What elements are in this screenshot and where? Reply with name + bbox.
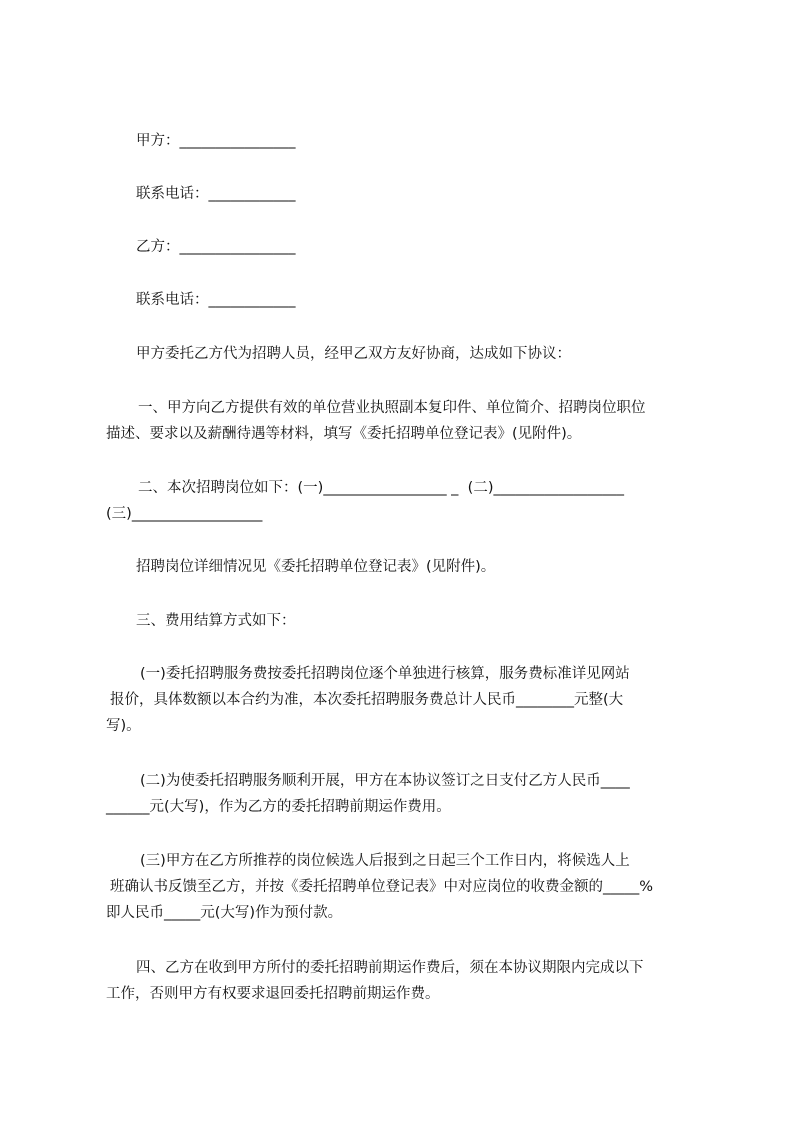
clause3-item3-line3: 即人民币_____元(大写)作为预付款。 [106, 905, 343, 921]
clause3-item2-line2: ______元(大写)，作为乙方的委托招聘前期运作费用。 [106, 799, 451, 815]
clause3-item3-line1: (三)甲方在乙方所推荐的岗位候选人后报到之日起三个工作日内，将候选人上 [140, 853, 630, 869]
party-b-phone-blank: ____________ [208, 292, 296, 308]
party-a-phone-label: 联系电话： [136, 186, 209, 202]
clause1-line2: 描述、要求以及薪酬待遇等材料，填写《委托招聘单位登记表》(见附件)。 [106, 426, 582, 442]
clause3-item1-line3: 写)。 [106, 718, 141, 734]
intro-paragraph: 甲方委托乙方代为招聘人员，经甲乙双方友好协商，达成如下协议： [136, 346, 571, 362]
clause3-item1-line2: 报价，具体数额以本合约为准，本次委托招聘服务费总计人民币________元整(大 [110, 692, 624, 708]
party-b-line [136, 237, 296, 257]
clause3-item1-line1: (一)委托招聘服务费按委托招聘岗位逐个单独进行核算，服务费标准详见网站 [140, 666, 630, 682]
party-b-label: 乙方： [136, 239, 180, 255]
clause2-line1 [138, 478, 624, 498]
clause2-line2 [106, 504, 262, 524]
party-b-blank: ________________ [179, 239, 296, 255]
clause2-blank3: __________________ [131, 506, 263, 522]
clause2-prefix: 二、本次招聘岗位如下：(一) [138, 480, 324, 496]
party-a-blank: ________________ [179, 133, 296, 149]
clause3-item2-line1: (二)为使委托招聘服务顺利开展，甲方在本协议签订之日支付乙方人民币____ [140, 773, 630, 789]
party-b-phone-label: 联系电话： [136, 292, 209, 308]
clause2-mid: (二) [467, 480, 494, 496]
clause2-blank2: __________________ [493, 480, 624, 496]
clause3-title: 三、费用结算方式如下： [136, 613, 296, 629]
party-a-label: 甲方： [136, 133, 180, 149]
clause4-line1: 四、乙方在收到甲方所付的委托招聘前期运作费后，须在本协议期限内完成以下 [136, 960, 644, 976]
clause4-line2: 工作，否则甲方有权要求退回委托招聘前期运作费。 [106, 986, 440, 1002]
party-b-phone-line [136, 290, 296, 310]
party-a-line [136, 131, 296, 151]
clause2-note: 招聘岗位详细情况见《委托招聘单位登记表》(见附件)。 [136, 559, 496, 575]
clause2-line2-prefix: (三) [106, 506, 132, 522]
clause1-line1: 一、甲方向乙方提供有效的单位营业执照副本复印件、单位简介、招聘岗位职位 [138, 400, 646, 416]
clause2-blank1: _________________ _ [323, 480, 459, 496]
clause3-item3-line2: 班确认书反馈至乙方，并按《委托招聘单位登记表》中对应岗位的收费金额的_____% [110, 879, 654, 895]
party-a-phone-blank: ____________ [208, 186, 296, 202]
party-a-phone-line [136, 184, 296, 204]
